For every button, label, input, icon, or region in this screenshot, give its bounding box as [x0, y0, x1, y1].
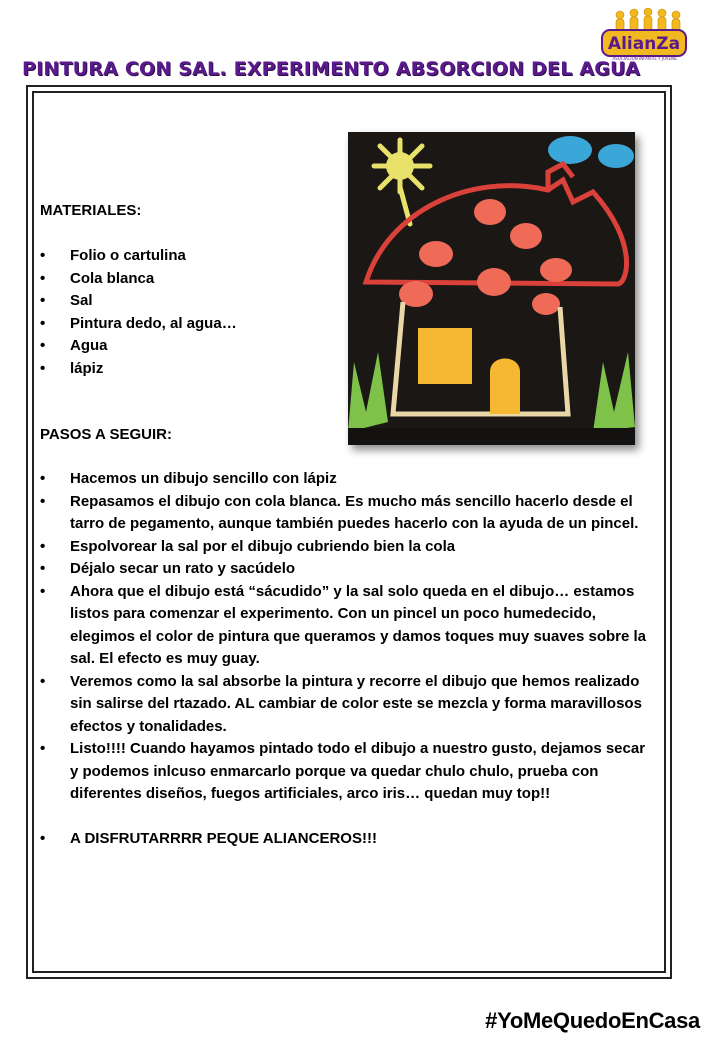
materials-list	[40, 245, 330, 380]
list-item: • Folio o cartulina	[40, 245, 330, 268]
page-title: PINTURA CON SAL. EXPERIMENTO ABSORCION DEL AGUA	[22, 58, 640, 80]
materials-heading: MATERIALES:	[40, 202, 142, 219]
logo-subtitle: ASOCIACIÓN INFANTIL Y JUVENIL	[612, 56, 678, 61]
list-item: • Repasamos el dibujo con cola blanca. Es mucho más sencillo hacerlo desde el tarro de pegamento, aunque también puedes hacerlo con la ayuda de un pincel.	[40, 491, 650, 536]
hashtag: #YoMeQuedoEnCasa	[485, 1008, 700, 1033]
steps-list	[40, 468, 650, 850]
list-item: • Hacemos un dibujo sencillo con lápiz	[40, 468, 650, 491]
list-item: • Cola blanca	[40, 268, 330, 291]
list-item: • Sal	[40, 290, 330, 313]
list-item: • Ahora que el dibujo está “sácudido” y la sal solo queda en el dibujo… estamos listos para comenzar el experimento. Con un pincel un poco humedecido, elegimos el color de pintura que queramos y damos toques muy suaves sobre la sal. El efecto es muy guay.	[40, 581, 650, 671]
list-item: • Veremos como la sal absorbe la pintura y recorre el dibujo que hemos realizado sin salirse del rtazado. AL cambiar de color este se mezcla y forma maravillosos efectos y tonalidades.	[40, 671, 650, 739]
logo-text: AlianZa	[607, 34, 681, 54]
salt-painting-photo	[348, 132, 635, 445]
list-item: • Déjalo secar un rato y sacúdelo	[40, 558, 650, 581]
list-item: • lápiz	[40, 358, 330, 381]
list-item: • Pintura dedo, al agua…	[40, 313, 330, 336]
steps-heading: PASOS A SEGUIR:	[40, 426, 172, 443]
list-item: • Agua	[40, 335, 330, 358]
list-item: • A DISFRUTARRRR PEQUE ALIANCEROS!!!	[40, 828, 650, 851]
list-item: • Espolvorear la sal por el dibujo cubriendo bien la cola	[40, 536, 650, 559]
list-item: • Listo!!!! Cuando hayamos pintado todo el dibujo a nuestro gusto, dejamos secar y podemos inlcuso enmarcarlo porque va quedar chulo chulo, prueba con diferentes diseños, fuegos artificiales, arco iris… quedan muy top!!	[40, 738, 650, 806]
